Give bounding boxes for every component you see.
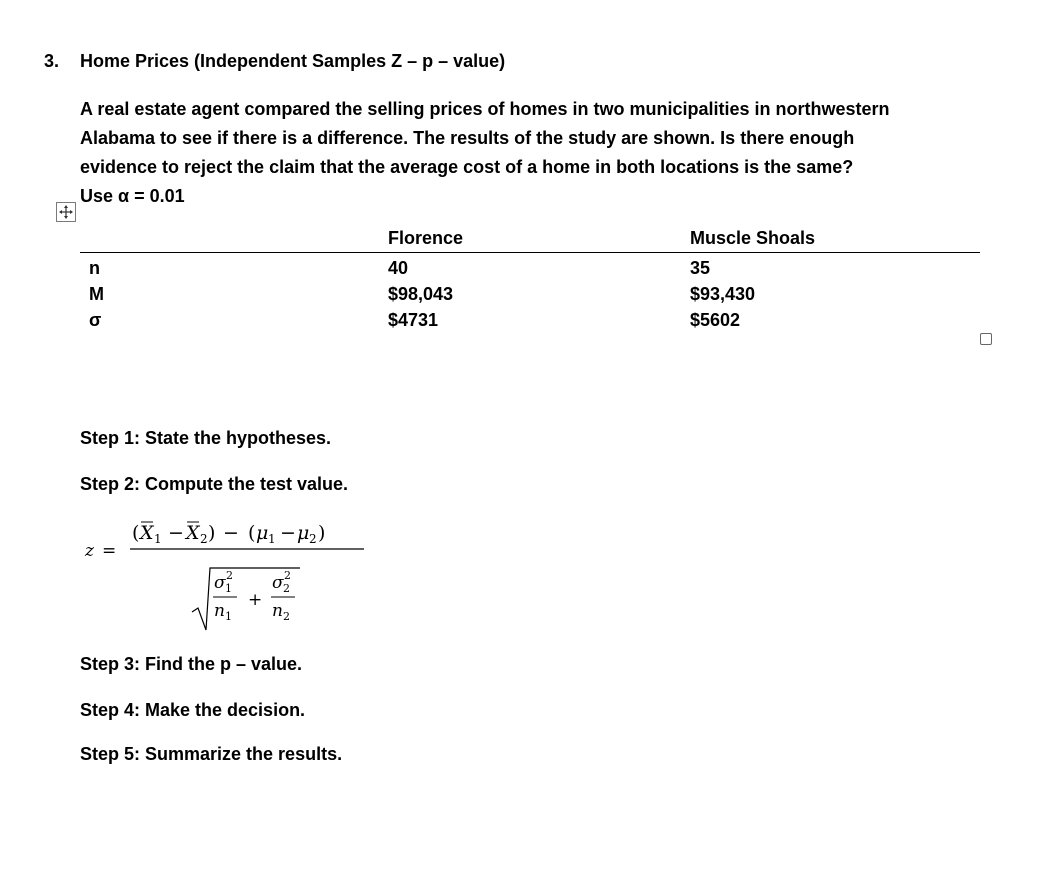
paragraph-line: Alabama to see if there is a difference. The results of the study are shown. Is there enough xyxy=(80,128,855,148)
step-3: Step 3: Find the p – value. xyxy=(80,654,303,674)
svg-text:(: ( xyxy=(132,522,140,544)
svg-text:=: = xyxy=(102,541,117,561)
svg-text:2: 2 xyxy=(200,532,208,546)
svg-text:n: n xyxy=(214,601,225,621)
step-4: Step 4: Make the decision. xyxy=(80,700,306,720)
cell-muscle-shoals-sigma: $5602 xyxy=(690,310,741,330)
svg-text:μ: μ xyxy=(256,522,269,544)
z-formula xyxy=(80,512,380,637)
svg-text:+: + xyxy=(248,590,263,610)
svg-text:1: 1 xyxy=(225,582,232,595)
row-label-n: n xyxy=(89,258,100,278)
row-label-sigma: σ xyxy=(89,310,102,330)
cell-florence-n: 40 xyxy=(388,258,409,278)
svg-text:σ: σ xyxy=(272,573,284,593)
move-arrows-glyph xyxy=(58,204,74,220)
table-header-rule xyxy=(80,252,980,253)
row-label-m: M xyxy=(89,284,104,304)
svg-text:X: X xyxy=(140,522,154,544)
table-header-muscle-shoals: Muscle Shoals xyxy=(690,228,816,248)
step-5: Step 5: Summarize the results. xyxy=(80,744,343,764)
svg-text:μ: μ xyxy=(297,522,310,544)
move-arrows-icon[interactable] xyxy=(56,202,76,222)
paragraph-line: Use α = 0.01 xyxy=(80,186,185,206)
paragraph-line: A real estate agent compared the selling prices of homes in two municipalities in northwestern xyxy=(80,99,890,119)
cell-florence-sigma: $4731 xyxy=(388,310,439,330)
cell-muscle-shoals-n: 35 xyxy=(690,258,711,278)
svg-text:2: 2 xyxy=(226,569,233,582)
svg-text:): ) xyxy=(208,522,216,544)
svg-text:): ) xyxy=(318,522,326,544)
svg-text:2: 2 xyxy=(283,610,290,623)
paragraph-line: evidence to reject the claim that the average cost of a home in both locations is the same? xyxy=(80,157,854,177)
svg-text:z: z xyxy=(85,541,94,561)
svg-text:−: − xyxy=(280,522,296,544)
svg-text:2: 2 xyxy=(309,532,317,546)
svg-text:2: 2 xyxy=(284,569,291,582)
svg-text:1: 1 xyxy=(154,532,162,546)
svg-text:n: n xyxy=(272,601,283,621)
question-title: Home Prices (Independent Samples Z – p – value) xyxy=(80,51,506,71)
svg-text:(: ( xyxy=(248,522,256,544)
svg-text:σ: σ xyxy=(214,573,226,593)
cell-muscle-shoals-m: $93,430 xyxy=(690,284,756,304)
step-1: Step 1: State the hypotheses. xyxy=(80,428,332,448)
resize-square-icon[interactable] xyxy=(980,333,992,345)
table-header-florence: Florence xyxy=(388,228,464,248)
svg-text:X: X xyxy=(186,522,200,544)
question-paragraph xyxy=(80,95,980,211)
step-2: Step 2: Compute the test value. xyxy=(80,474,349,494)
svg-text:2: 2 xyxy=(283,582,290,595)
svg-text:1: 1 xyxy=(225,610,232,623)
svg-text:−: − xyxy=(223,522,239,544)
svg-text:1: 1 xyxy=(268,532,276,546)
cell-florence-m: $98,043 xyxy=(388,284,454,304)
question-number: 3. xyxy=(44,51,60,71)
svg-text:−: − xyxy=(168,522,184,544)
